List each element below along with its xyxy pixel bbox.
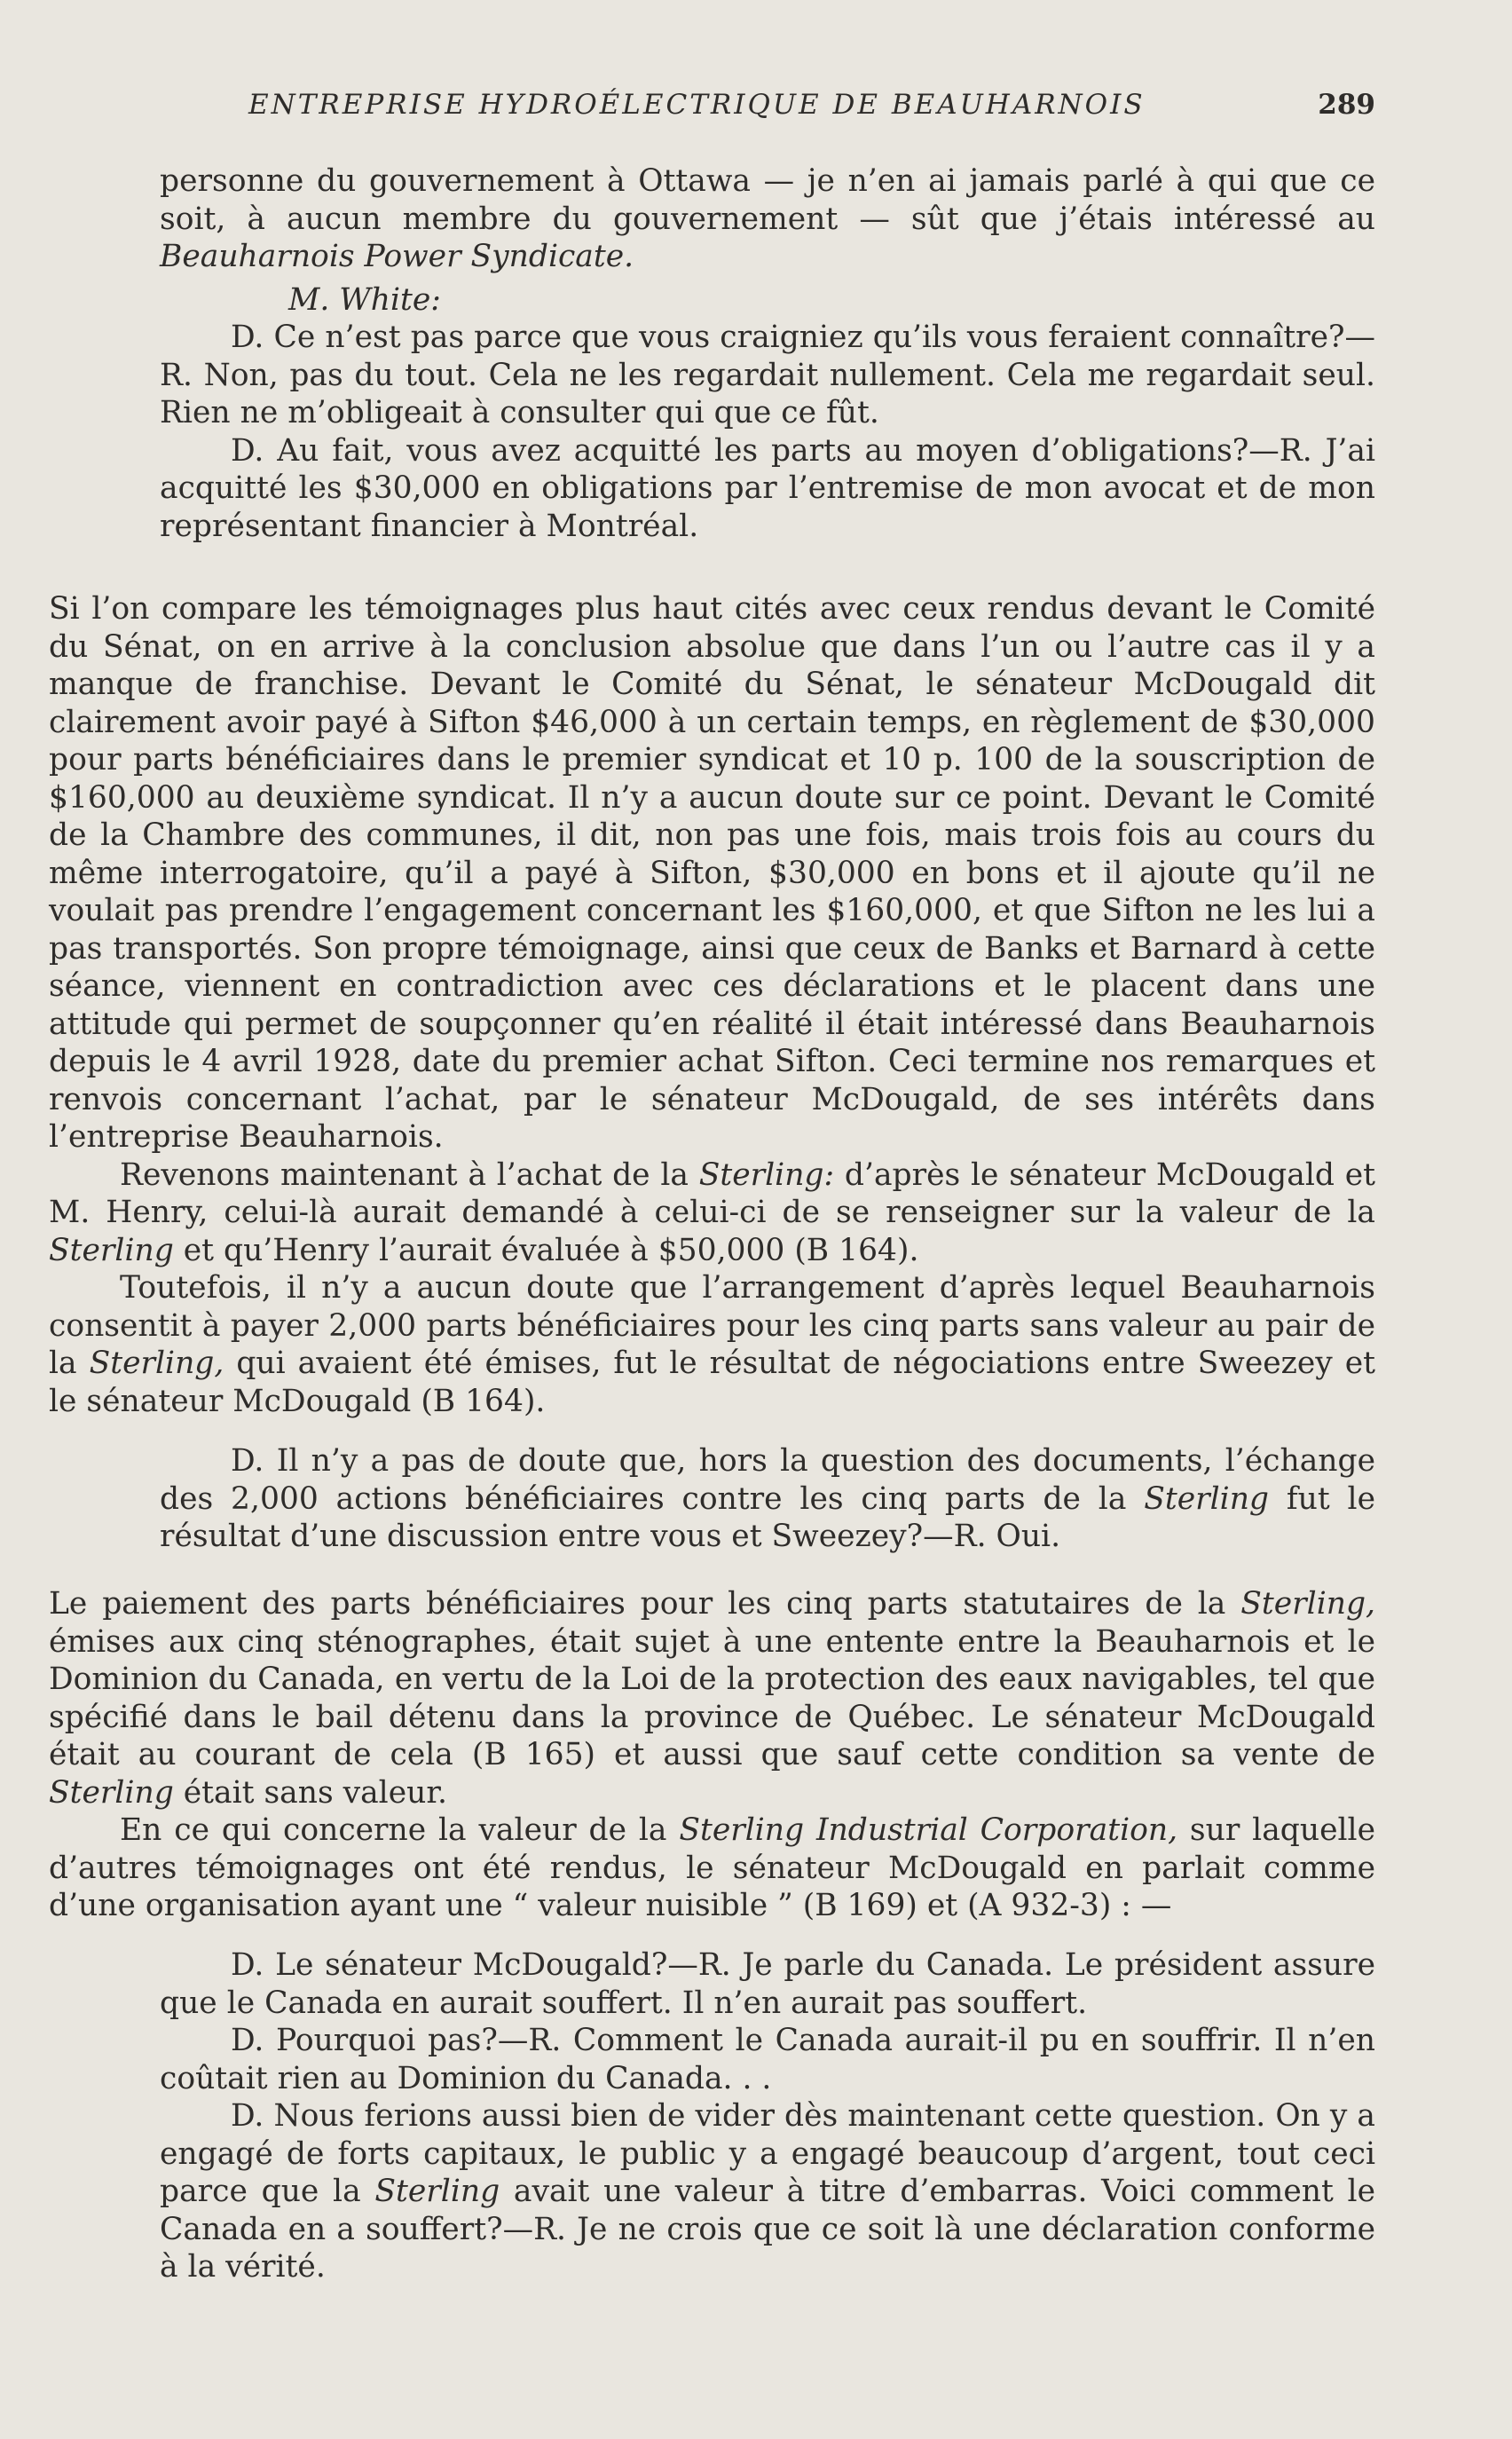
testimony-excerpt-3	[160, 1946, 1375, 2286]
testimony-paragraph: D. Nous ferions aussi bien de vider dès maintenant cette question. On y a engagé de forts capitaux, le public y a engagé beaucoup d’argent, tout ceci parce que la Sterling avait une valeur à titre d’embarras. Voici comment le Canada en a souffert?—R. Je ne crois que ce soit là une déclaration conforme à la vérité.	[160, 2098, 1375, 2285]
speaker-label: M. White:	[288, 281, 441, 318]
body-paragraph: Toutefois, il n’y a aucun doute que l’arrangement d’après lequel Beauharnois consentit à payer 2,000 parts bénéficiaires pour les cinq parts sans valeur au pair de la Sterling, qui avaient été émises, fut le résultat de négociations entre Sweezey et le sénateur McDougald (B 164).	[49, 1270, 1375, 1419]
body-paragraph: Le paiement des parts bénéficiaires pour les cinq parts statutaires de la Sterling, émises aux cinq sténographes, était sujet à une entente entre la Beauharnois et le Dominion du Canada, en vertu de la Loi de la protection des eaux navigables, tel que spécifié dans le bail détenu dans la province de Québec. Le sénateur McDougald était au courant de cela (B 165) et aussi que sauf cette condition sa vente de Sterling était sans valeur.	[49, 1586, 1375, 1811]
testimony-paragraph: personne du gouvernement à Ottawa — je n’en ai jamais parlé à qui que ce soit, à aucun membre du gouvernement — sût que j’étais intéressé au Beauharnois Power Syndicate.	[160, 163, 1375, 274]
body-section-1	[49, 590, 1375, 1420]
testimony-paragraph: D. Au fait, vous avez acquitté les parts au moyen d’obligations?—R. J’ai acquitté les $30,000 en obligations par l’entremise de mon avocat et de mon représentant financier à Montréal.	[160, 432, 1375, 544]
body-paragraph: Si l’on compare les témoignages plus haut cités avec ceux rendus devant le Comité du Sénat, on en arrive à la conclusion absolue que dans l’un ou l’autre cas il y a manque de franchise. Devant le Comité du Sénat, le sénateur McDougald dit clairement avoir payé à Sifton $46,000 à un certain temps, en règlement de $30,000 pour parts bénéficiaires dans le premier syndicat et 10 p. 100 de la souscription de $160,000 au deuxième syndicat. Il n’y a aucun doute sur ce point. Devant le Comité de la Chambre des communes, il dit, non pas une fois, mais trois fois au cours du même interrogatoire, qu’il a payé à Sifton, $30,000 en bons et il ajoute qu’il ne voulait pas prendre l’engagement concernant les $160,000, et que Sifton ne les lui a pas transportés. Son propre témoignage, ainsi que ceux de Banks et Barnard à cette séance, viennent en contradiction avec ces déclarations et le placent dans une attitude qui permet de soupçonner qu’en réalité il était intéressé dans Beauharnois depuis le 4 avril 1928, date du premier achat Sifton. Ceci termine nos remarques et renvois concernant l’achat, par le sénateur McDougald, de ses intérêts dans l’entreprise Beauharnois.	[49, 591, 1375, 1155]
running-title: ENTREPRISE HYDROÉLECTRIQUE DE BEAUHARNOIS	[248, 89, 1146, 121]
body-paragraph: Revenons maintenant à l’achat de la Sterling: d’après le sénateur McDougald et M. Henry, celui-là aurait demandé à celui-ci de se renseigner sur la valeur de la Sterling et qu’Henry l’aurait évaluée à $50,000 (B 164).	[49, 1156, 1376, 1268]
page-header	[160, 89, 1375, 133]
testimony-excerpt-1	[160, 162, 1375, 545]
testimony-paragraph: D. Pourquoi pas?—R. Comment le Canada aurait-il pu en souffrir. Il n’en coûtait rien au Dominion du Canada. . .	[160, 2023, 1375, 2096]
testimony-paragraph: D. Ce n’est pas parce que vous craigniez qu’ils vous feraient connaître?—R. Non, pas du tout. Cela ne les regardait nullement. Cela me regardait seul. Rien ne m’obligeait à consulter qui que ce fût.	[160, 320, 1375, 430]
testimony-excerpt-2	[160, 1442, 1375, 1556]
page-number: 289	[1318, 89, 1375, 121]
body-section-2	[49, 1585, 1375, 1925]
testimony-paragraph: D. Il n’y a pas de doute que, hors la question des documents, l’échange des 2,000 actions bénéficiaires contre les cinq parts de la Sterling fut le résultat d’une discussion entre vous et Sweezey?—R. Oui.	[160, 1443, 1375, 1554]
body-paragraph: En ce qui concerne la valeur de la Sterling Industrial Corporation, sur laquelle d’autres témoignages ont été rendus, le sénateur McDougald en parlait comme d’une organisation ayant une “ valeur nuisible ” (B 169) et (A 932-3) : —	[49, 1812, 1375, 1923]
testimony-paragraph: D. Le sénateur McDougald?—R. Je parle du Canada. Le président assure que le Canada en aurait souffert. Il n’en aurait pas souffert.	[160, 1947, 1375, 2021]
